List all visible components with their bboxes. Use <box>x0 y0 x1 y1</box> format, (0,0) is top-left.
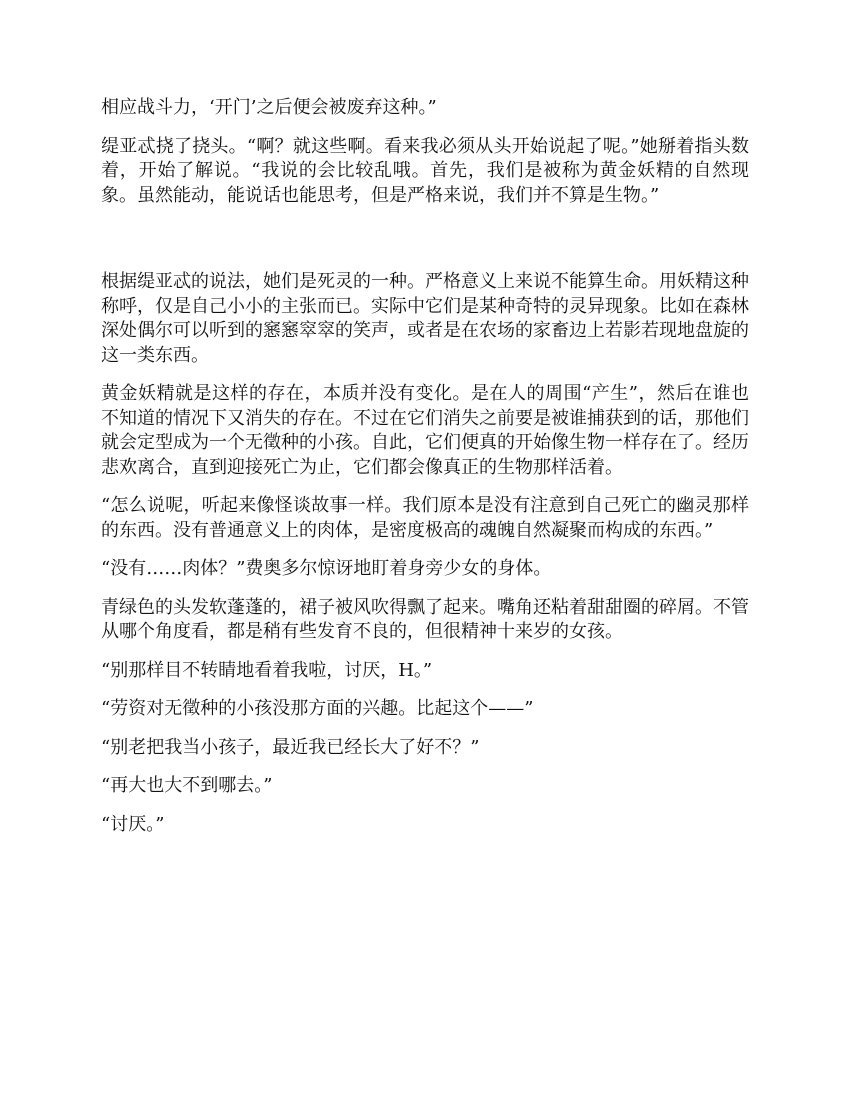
paragraph: 黄金妖精就是这样的存在，本质并没有变化。是在人的周围“产生”，然后在谁也不知道的情况下又消失的存在。不过在它们消失之前要是被谁捕获到的话，那他们就会定型成为一个无徵种的小孩。自此，它们便真的开始像生物一样存在了。经历悲欢离合，直到迎接死亡为止，它们都会像真正的生物那样活着。 <box>101 383 749 478</box>
paragraph: “没有……肉体？”费奥多尔惊讶地盯着身旁少女的身体。 <box>101 558 552 579</box>
paragraph: 相应战斗力，‘开门’之后便会被废弃这种。” <box>101 97 437 118</box>
paragraph: “再大也大不到哪去。” <box>101 775 273 796</box>
paragraph: “别老把我当小孩子，最近我已经长大了好不？” <box>101 736 480 758</box>
paragraph: 缇亚忒挠了挠头。“啊？就这些啊。看来我必须从头开始说起了呢。”她掰着指头数着，开始了解说。“我说的会比较乱哦。首先，我们是被称为黄金妖精的自然现象。虽然能动，能说话也能思考，但是严格来说，我们并不算是生物。” <box>101 135 749 206</box>
paragraph: “别那样目不转睛地看着我啦，讨厌，H。” <box>101 659 433 681</box>
paragraph: “劳资对无徵种的小孩没那方面的兴趣。比起这个——” <box>101 698 534 719</box>
section-break <box>101 222 749 270</box>
paragraph: “讨厌。” <box>101 813 165 835</box>
paragraph: 青绿色的头发软蓬蓬的，裙子被风吹得飘了起来。嘴角还粘着甜甜圈的碎屑。不管从哪个角度看，都是稍有些发育不良的，但很精神十来岁的女孩。 <box>101 596 749 642</box>
paragraph: “怎么说呢，听起来像怪谈故事一样。我们原本是没有注意到自己死亡的幽灵那样的东西。没有普通意义上的肉体，是密度极高的魂魄自然凝聚而构成的东西。” <box>101 495 749 541</box>
document-page <box>101 96 749 851</box>
paragraph: 根据缇亚忒的说法，她们是死灵的一种。严格意义上来说不能算生命。用妖精这种称呼，仅是自己小小的主张而已。实际中它们是某种奇特的灵异现象。比如在森林深处偶尔可以听到的窸窸窣窣的笑声，或者是在农场的家畜边上若影若现地盘旋的这一类东西。 <box>101 271 749 366</box>
